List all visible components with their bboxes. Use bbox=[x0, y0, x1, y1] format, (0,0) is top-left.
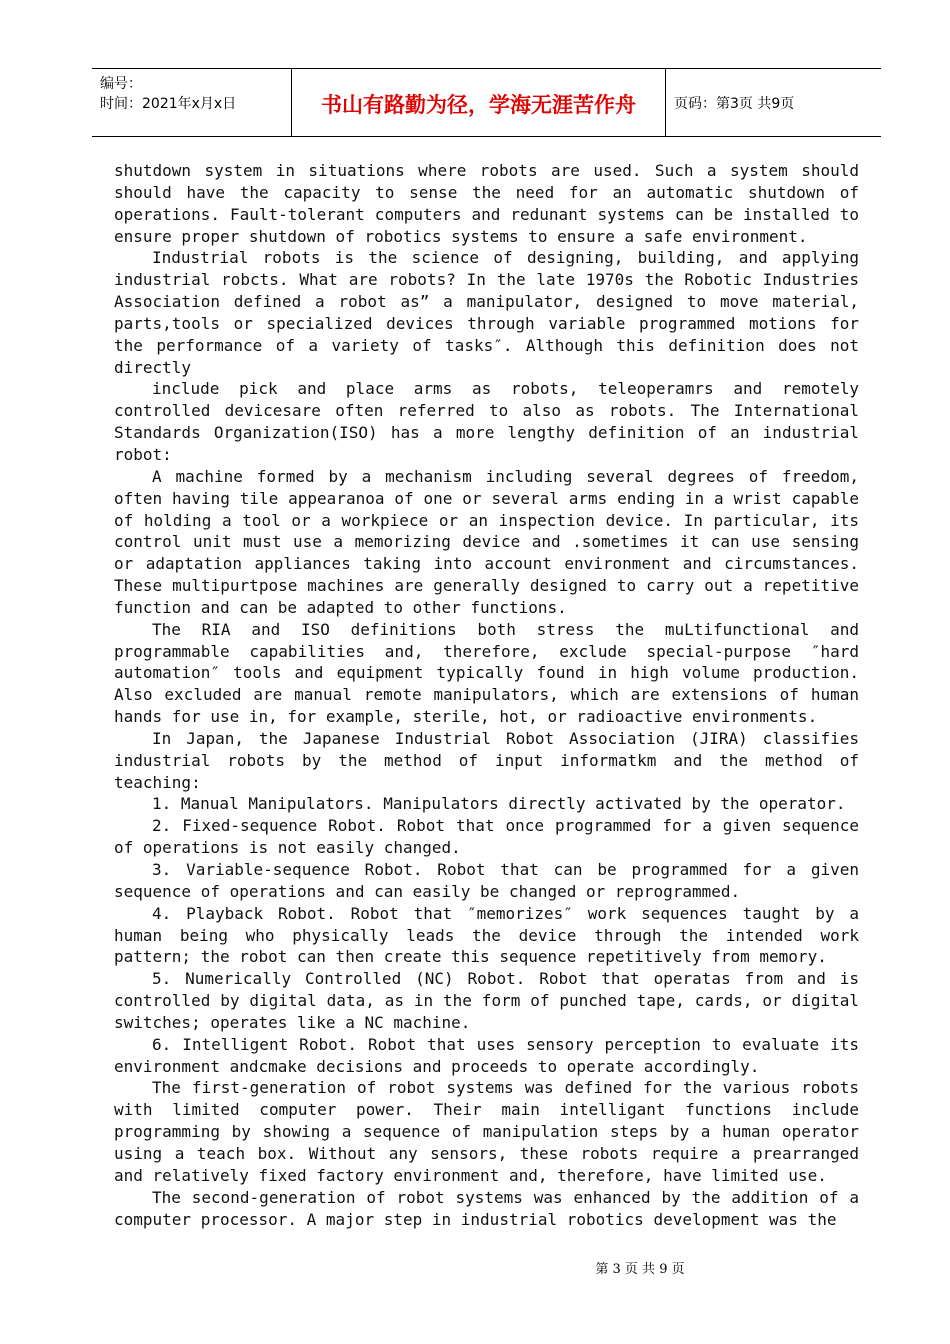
list-item: 5. Numerically Controlled (NC) Robot. Robot that operatas from and is controlled by digital data, as in the form of punched tape, cards, or digital switches; operates like a NC machine. bbox=[114, 969, 859, 1032]
list-item: 2. Fixed-sequence Robot. Robot that once programmed for a given sequence of operations is not easily changed. bbox=[114, 816, 859, 858]
list-item: 1. Manual Manipulators. Manipulators directly activated by the operator. bbox=[152, 794, 846, 814]
document-body bbox=[114, 160, 859, 1230]
header-page-info: 页码：第3页 共9页 bbox=[674, 96, 795, 112]
list-item: 3. Variable-sequence Robot. Robot that can be programmed for a given sequence of operations and can easily be changed or reprogrammed. bbox=[114, 860, 859, 901]
list-item: 4. Playback Robot. Robot that ″memorizes″ work sequences taught by a human being who physically leads the device through the intended work pattern; the robot can then create this sequence repetitively from memory. bbox=[114, 903, 859, 967]
paragraph: Industrial robots is the science of designing, building, and applying industrial robcts. What are robots? In the late 1970s the Robotic Industries Association defined a robot as” a manipulator, designed to move material, parts,tools or specialized devices through variable programmed motions for the performance of a variety of tasks″. Although this definition does not directly bbox=[114, 248, 859, 377]
header-motto: 书山有路勤为径，学海无涯苦作舟 bbox=[321, 93, 636, 117]
paragraph: In Japan, the Japanese Industrial Robot Association (JIRA) classifies industrial robots by the method of input informatkm and the method of teaching: bbox=[114, 728, 859, 792]
list-item: 6. Intelligent Robot. Robot that uses sensory perception to evaluate its environment andcmake decisions and proceeds to operate accordingly. bbox=[114, 1034, 859, 1076]
header-motto-cell bbox=[292, 69, 666, 136]
paragraph: A machine formed by a mechanism including several degrees of freedom, often having tile appearanoa of one or several arms ending in a wrist capable of holding a tool or a workpiece or an inspection device. In particular, its control unit must use a memorizing device and .sometimes it can use sensing or adaptation appliances taking into account environment and circumstances. These multipurtpose machines are generally designed to carry out a repetitive function and can be adapted to other functions. bbox=[114, 466, 859, 617]
paragraph: The RIA and ISO definitions both stress the muLtifunctional and programmable capabilities and, therefore, exclude special-purpose ″hard automation″ tools and equipment typically found in high volume production. Also excluded are manual remote manipulators, which are extensions of human hands for use in, for example, sterile, hot, or radioactive environments. bbox=[114, 619, 859, 727]
paragraph: The first-generation of robot systems was defined for the various robots with limited computer power. Their main intelligant functions include programming by showing a sequence of manipulation steps by a human operator using a teach box. Without any sensors, these robots require a prearranged and relatively fixed factory environment and, therefore, have limited use. bbox=[114, 1078, 859, 1185]
paragraph: include pick and place arms as robots, teleoperamrs and remotely controlled devicesare often referred to also as robots. The International Standards Organization(ISO) has a more lengthy definition of an industrial robot: bbox=[114, 379, 859, 464]
paragraph: shutdown system in situations where robots are used. Such a system should should have the capacity to sense the need for an automatic shutdown of operations. Fault-tolerant computers and redunant systems can be installed to ensure proper shutdown of robotics systems to ensure a safe environment. bbox=[114, 161, 859, 246]
footer-page-number: 第 3 页 共 9 页 bbox=[595, 1262, 685, 1277]
document-time-label: 时间：2021年x月x日 bbox=[100, 96, 237, 112]
document-number-label: 编号： bbox=[100, 76, 142, 92]
header-meta-cell bbox=[92, 69, 292, 136]
paragraph: The second-generation of robot systems was enhanced by the addition of a computer processor. A major step in industrial robotics development was the bbox=[114, 1187, 859, 1229]
document-header bbox=[92, 68, 881, 137]
page-footer bbox=[0, 1258, 950, 1277]
header-page-cell bbox=[666, 69, 881, 136]
